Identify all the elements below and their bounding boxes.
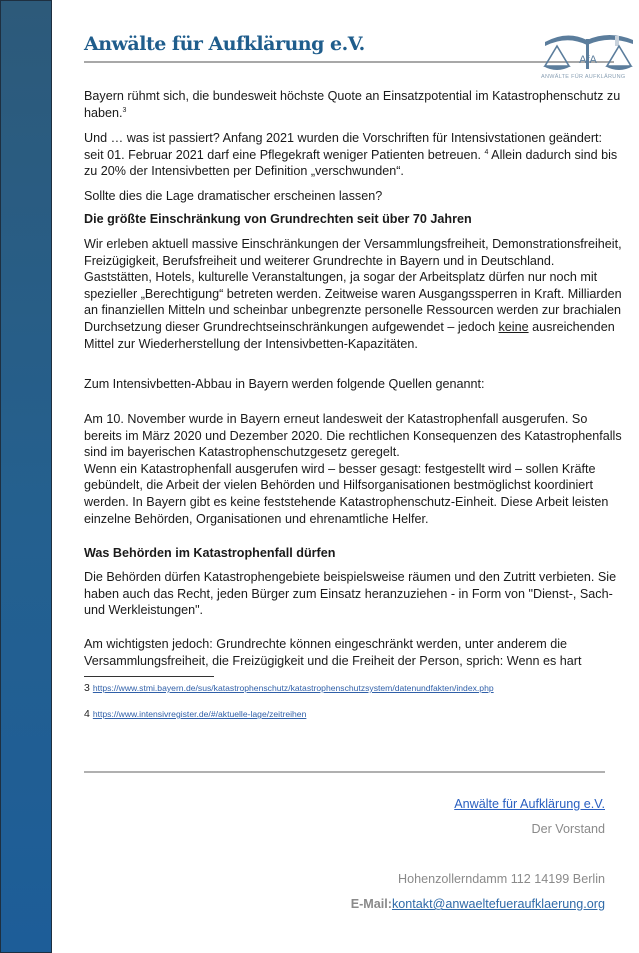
footer-divider [84, 771, 605, 773]
page-title: Anwälte für Aufklärung e.V. [84, 33, 365, 55]
paragraph-sources-intro: Zum Intensivbetten-Abbau in Bayern werden folgende Quellen genannt: [84, 377, 485, 391]
footnote-ref[interactable]: 3 [122, 106, 127, 114]
footer-address: Hohenzollerndamm 112 14199 Berlin [398, 872, 605, 886]
section-heading-grundrechte: Die größte Einschränkung von Grundrechten seit über 70 Jahren [84, 212, 472, 226]
paragraph-text: Am 10. November wurde in Bayern erneut landesweit der Katastrophenfall ausgerufen. So bereits im März 2020 und Dezember 2020. Die rechtlichen Konsequenzen des Katastrophenfalls sind im bayerischen Katastrophenschutzgesetz geregelt. [84, 412, 622, 460]
sidebar-band [0, 0, 52, 953]
logo-caption: ANWÄLTE FÜR AUFKLÄRUNG [541, 74, 626, 80]
footer-org-link[interactable]: Anwälte für Aufklärung e.V. [454, 797, 605, 811]
paragraph-text: Wir erleben aktuell massive Einschränkungen der Versammlungsfreiheit, Demonstrationsfreiheit, Freizügigkeit, Berufsfreiheit und weiterer Grundrechte in Bayern und in Deutschland. Gaststätten, Hotels, kulturelle Veranstaltungen, ja sogar der Arbeitsplatz dürfen nur noch mit spezieller „Berechtigung“ betreten werden. Zeitweise waren Ausgangssperren in Kraft. Milliarden an finanziellen Mitteln und scheinbar unbegrenzte personelle Ressourcen werden zur brachialen Durchsetzung dieser Grundrechtseinschränkungen aufgewendet – jedoch [84, 237, 622, 334]
paragraph-text: ausreichenden Mittel zur Wiederherstellung der Intensivbetten-Kapazitäten. [84, 319, 615, 351]
paragraph-behoerden: Die Behörden dürfen Katastrophengebiete beispielsweise räumen und den Zutritt verbieten. Sie haben auch das Recht, jeden Bürger zum Einsatz heranzuziehen - in Form von "Dienst-, Sach- und Werkleistungen". [84, 570, 617, 618]
footnote-4 [84, 708, 306, 720]
footnote-link[interactable]: https://www.intensivregister.de/#/aktuelle-lage/zeitreihen [92, 709, 307, 719]
paragraph-grundrechte: Am wichtigsten jedoch: Grundrechte können eingeschränkt werden, unter anderem die Versammlungsfreiheit, die Freizügigkeit und die Freiheit der Person, sprich: Wenn es hart [84, 637, 582, 668]
email-link[interactable]: kontakt@anwaeltefueraufklaerung.org [391, 897, 605, 911]
header-divider [84, 61, 614, 63]
paragraph-quote [84, 88, 624, 121]
footnote-3 [84, 682, 494, 694]
section-heading-behoerden: Was Behörden im Katastrophenfall dürfen [84, 546, 336, 560]
logo-text: AfA [579, 54, 597, 66]
paragraph-what-happened [84, 130, 624, 180]
paragraph-question [84, 188, 624, 205]
paragraph-text: Allein dadurch sind bis zu 20% der Intensivbetten per Definition „verschwunden“. [84, 147, 618, 179]
footnote-link[interactable]: https://www.stmi.bayern.de/sus/katastrophenschutz/katastrophenschutzsystem/datenundfakten/index.php [92, 683, 494, 693]
email-label: E-Mail: [350, 897, 392, 911]
paragraph-text: Und … was ist passiert? Anfang 2021 wurden die Vorschriften für Intensivstationen geändert: seit 01. Februar 2021 darf eine Pflegekraft weniger Patienten betreuen. [84, 131, 603, 162]
footer-board: Der Vorstand [531, 822, 605, 836]
footnote-divider [84, 676, 214, 677]
footnote-ref[interactable]: 4 [484, 148, 489, 156]
underlined-word: keine [498, 319, 529, 334]
footnote-number: 3 [84, 682, 90, 694]
paragraph-text: Wenn ein Katastrophenfall ausgerufen wird – besser gesagt: festgestellt wird – sollen Kräfte gebündelt, die Arbeit der vielen Behörden und Hilfsorganisationen bestmöglichst koordiniert werden. In Bayern gibt es keine feststehende Katastrophenschutz-Einheit. Diese Arbeit leisten einzelne Behörden, Organisationen und ehrenamtliche Helfer. [84, 461, 609, 526]
paragraph-katastrophenfall [84, 411, 624, 527]
footer-email [351, 897, 605, 911]
paragraph-restrictions [84, 236, 624, 352]
footnote-number: 4 [84, 708, 90, 720]
paragraph-text: Bayern rühmt sich, die bundesweit höchste Quote an Einsatzpotential im Katastrophenschutz zu haben. [84, 89, 621, 120]
paragraph-text: Sollte dies die Lage dramatischer erscheinen lassen? [84, 189, 383, 203]
